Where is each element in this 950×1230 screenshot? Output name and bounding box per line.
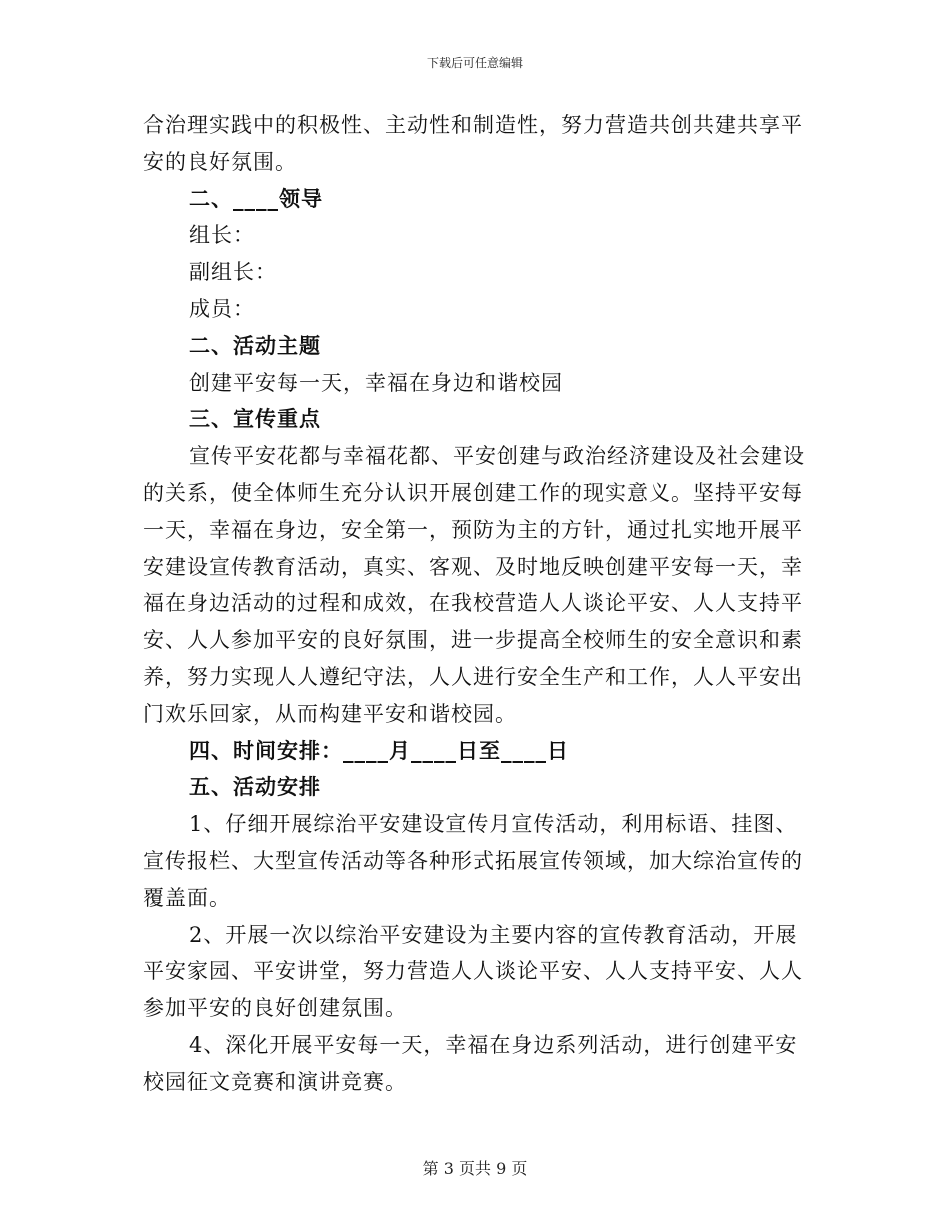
document-body — [143, 107, 808, 1101]
paragraph-theme: 创建平安每一天，幸福在身边和谐校园 — [189, 370, 563, 395]
section-heading-theme: 二、活动主题 — [189, 332, 321, 358]
paragraph-activity-4: 4、深化开展平安每一天，幸福在身边系列活动，进行创建平安校园征文竞赛和演讲竞赛。 — [143, 1032, 798, 1094]
header-note: 下载后可任意编辑 — [426, 56, 523, 70]
paragraph-activity-1: 1、仔细开展综治平安建设宣传月宣传活动，利用标语、挂图、宣传报栏、大型宣传活动等各种形式拓展宣传领域，加大综治宣传的覆盖面。 — [143, 812, 803, 910]
section-heading-leadership: 二、____领导 — [189, 185, 323, 211]
paragraph-continued: 合治理实践中的积极性、主动性和制造性，努力营造共创共建共享平安的良好氛围。 — [143, 113, 803, 174]
field-members: 成员： — [189, 296, 255, 321]
field-group-leader: 组长： — [189, 223, 255, 248]
section-heading-schedule: 四、时间安排：____月____日至____日 — [189, 737, 569, 763]
field-deputy-leader: 副组长： — [189, 260, 277, 285]
section-heading-publicity: 三、宣传重点 — [189, 406, 321, 432]
paragraph-publicity: 宣传平安花都与幸福花都、平安创建与政治经济建设及社会建设的关系，使全体师生充分认识开展创建工作的现实意义。坚持平安每一天，幸福在身边，安全第一，预防为主的方针，通过扎实地开展平安建设宣传教育活动，真实、客观、及时地反映创建平安每一天，幸福在身边活动的过程和成效，在我校营造人人谈论平安、人人支持平安、人人参加平安的良好氛围，进一步提高全校师生的安全意识和素养，努力实现人人遵纪守法，人人进行安全生产和工作，人人平安出门欢乐回家，从而构建平安和谐校园。 — [143, 444, 805, 726]
section-heading-activities: 五、活动安排 — [189, 774, 321, 800]
paragraph-activity-2: 2、开展一次以综治平安建设为主要内容的宣传教育活动，开展平安家园、平安讲堂，努力营造人人谈论平安、人人支持平安、人人参加平安的良好创建氛围。 — [143, 922, 803, 1021]
page-number: 第 3 页共 9 页 — [422, 1159, 528, 1178]
